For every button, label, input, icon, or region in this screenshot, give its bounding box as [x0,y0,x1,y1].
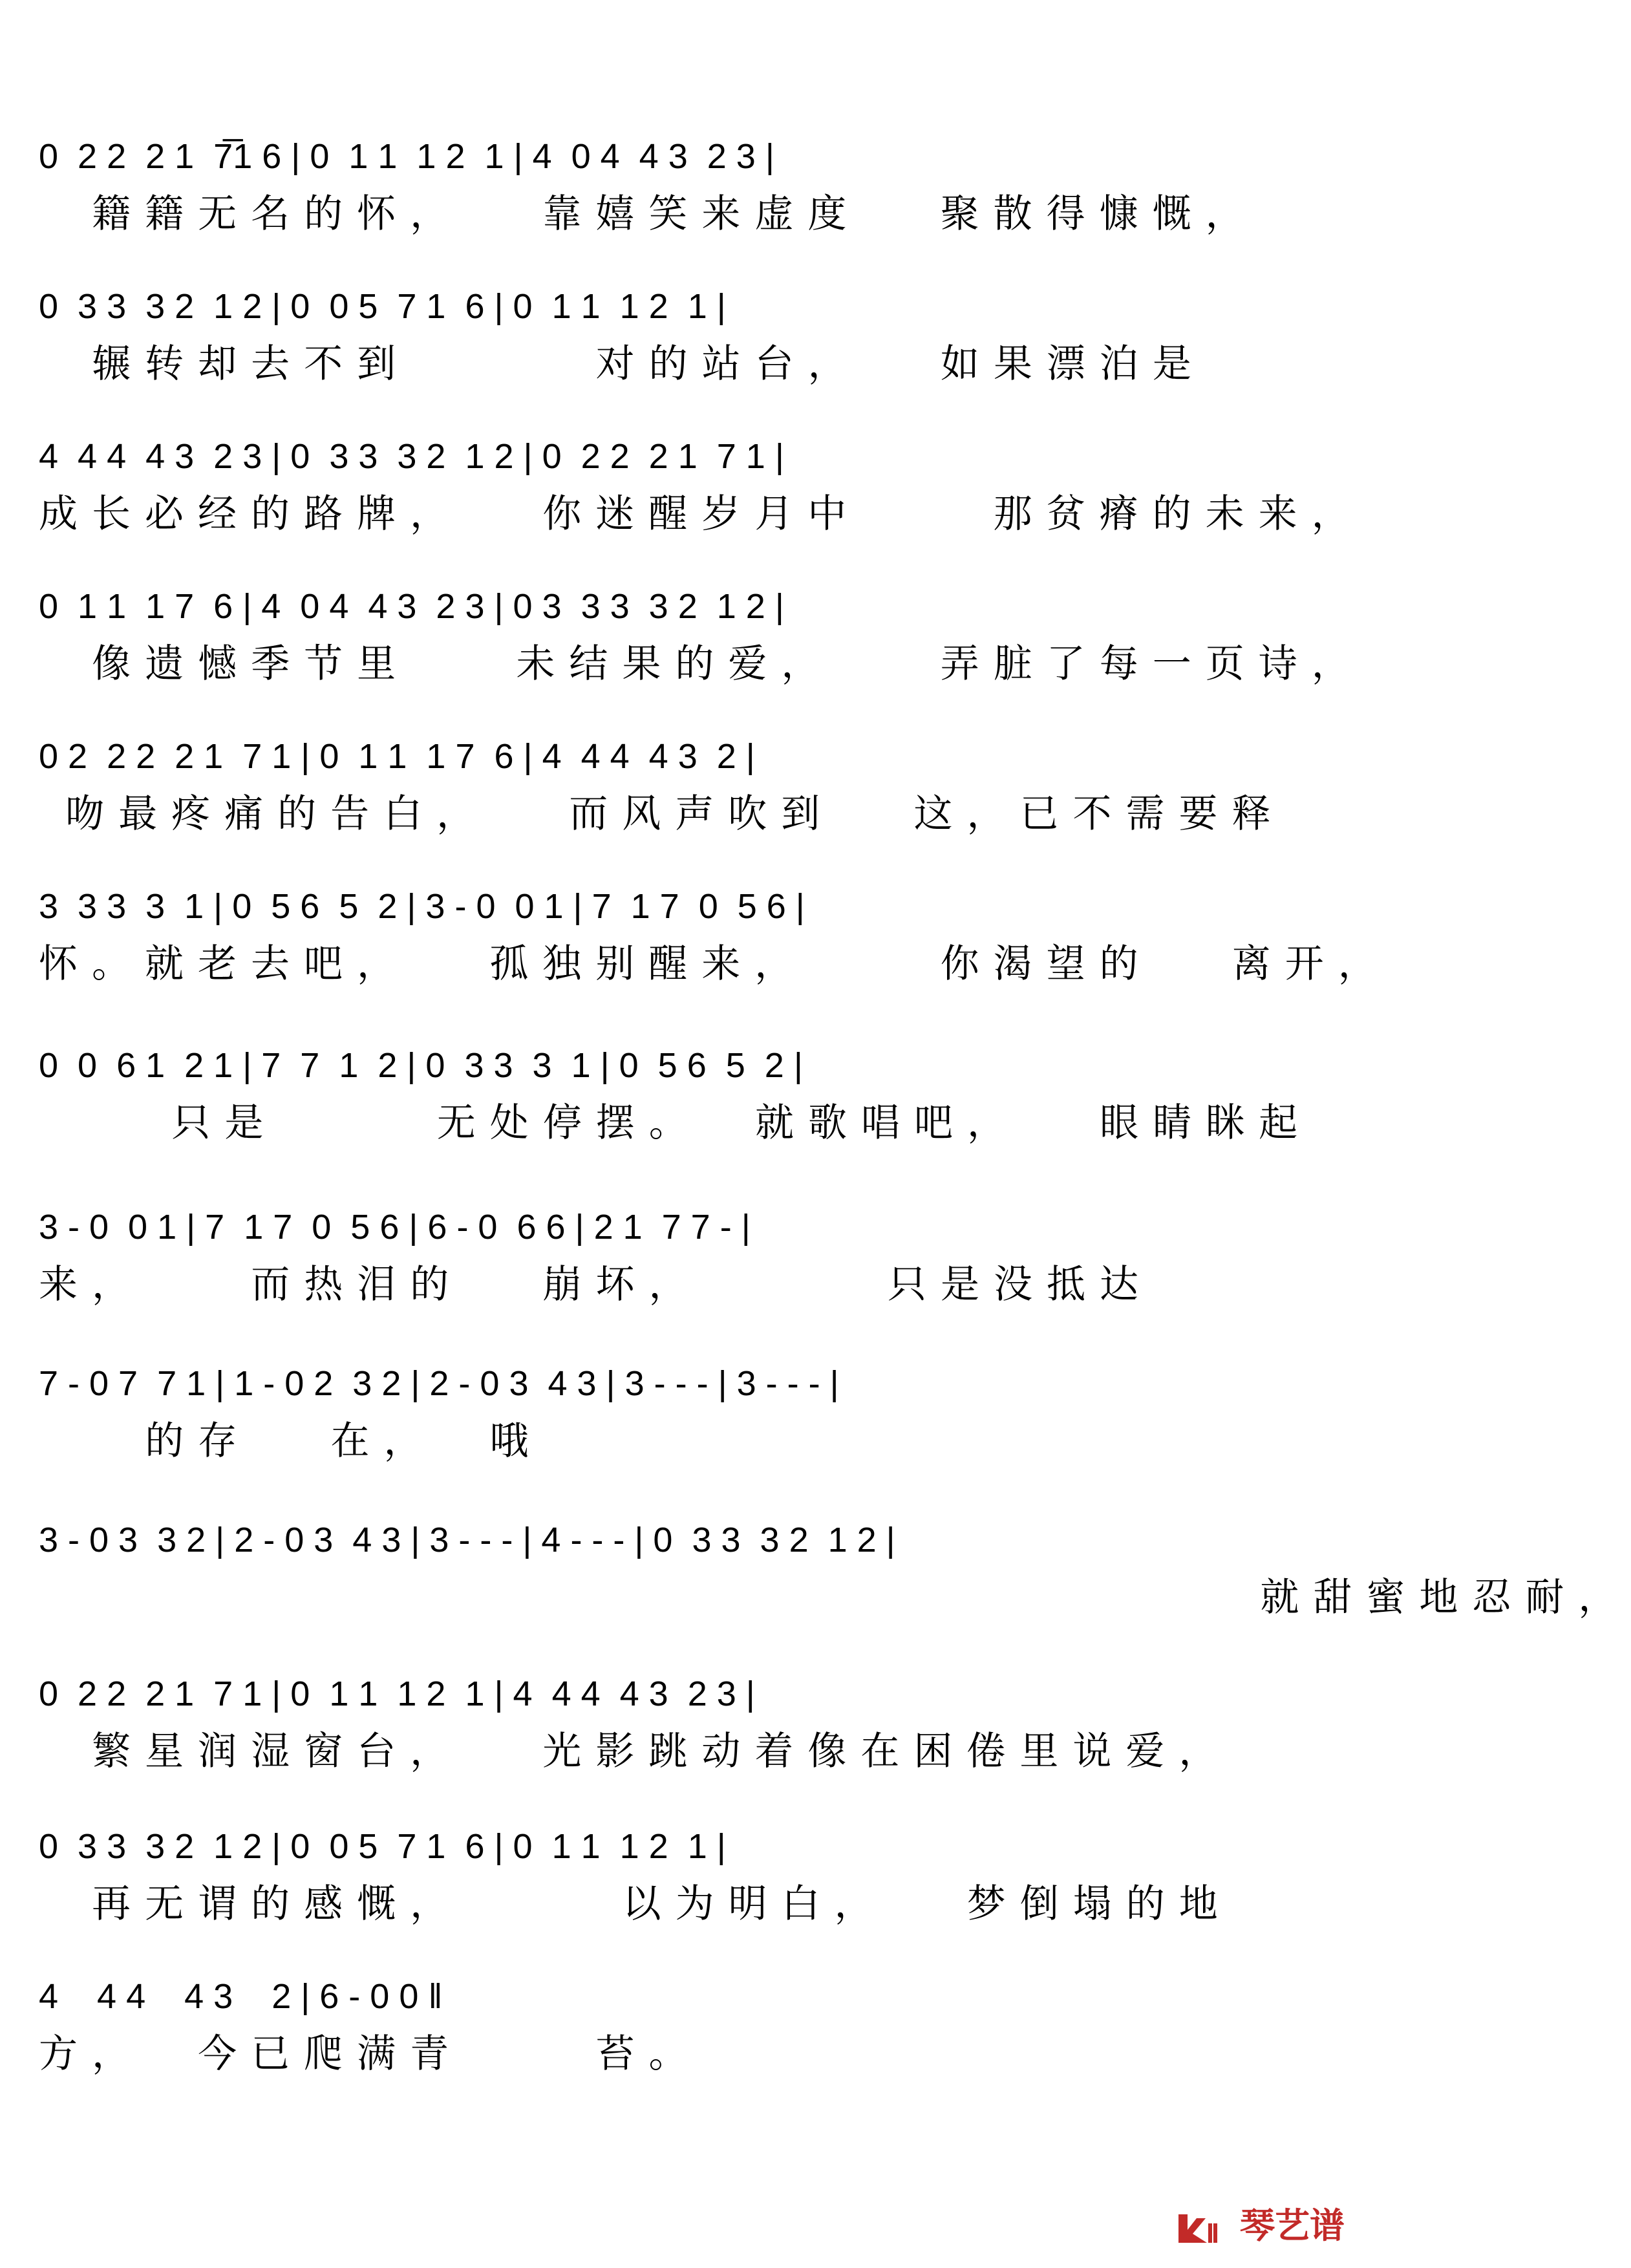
staff-row [0,1819,1370,1949]
notation-line [0,1667,1370,1718]
notation-line [0,1038,1370,1090]
staff-row [0,1200,1370,1329]
lyric-line: 方， 今已爬满青 苔。 [39,2031,702,2077]
staff-row [0,879,1391,1009]
notation-text: 0 0 6 1 2 1 | 7 7 1 2 | 0 3 3 3 1 | 0 5 6 5 2 | [39,1046,803,1085]
staff-row [0,1969,1370,2099]
staff-row [0,129,1370,259]
notation-text: 0 2 2 2 2 1 7 1 | 0 1 1 1 7 6 | 4 4 4 4 3 2 | [39,737,755,776]
lyric-line: 成长必经的路牌， 你迷醒岁月中 那贫瘠的未来， [39,491,1365,537]
lyric-line: 就甜蜜地忍耐， [39,1575,1631,1620]
notation-text: 0 2 2 2 1 7 1 | 0 1 1 1 2 1 | 4 4 4 4 3 2 3 | [39,1674,755,1713]
notation-line [0,1200,1370,1252]
lyric-line: 繁星润湿窗台， 光影跳动着像在困倦里说爱， [39,1729,1232,1774]
notation-line [0,279,1370,331]
staff-row [0,729,1370,859]
lyric-line: 的存 在， 哦 [39,1418,543,1464]
lyric-line: 再无谓的感慨， 以为明白， 梦倒塌的地 [39,1881,1232,1927]
notation-line [0,729,1370,781]
lyric-line: 籍籍无名的怀， 靠嬉笑来虚度 聚散得慷慨， [39,191,1259,237]
staff-row [0,1038,1370,1168]
staff-row [0,579,1370,709]
lyric-line: 来， 而热泪的 崩坏， 只是没抵达 [39,1262,1153,1307]
notation-text: 0 2 2 2 1 7̅1 6 | 0 1 1 1 2 1 | 4 0 4 4 3 2 3 | [39,137,774,176]
staff-row [0,1356,1370,1486]
notation-line [0,1819,1370,1871]
piano-logo-icon [1173,2204,1221,2252]
notation-text: 0 1 1 1 7 6 | 4 0 4 4 3 2 3 | 0 3 3 3 3 2 1 2 | [39,587,784,626]
staff-row [0,279,1370,409]
lyric-line: 像遗憾季节里 未结果的爱， 弄脏了每一页诗， [39,641,1365,687]
lyric-line: 只是 无处停摆。 就歌唱吧， 眼睛眯起 [39,1100,1312,1146]
watermark-brand: 琴艺谱 [1240,2205,1345,2246]
lyric-line: 吻最疼痛的告白， 而风声吹到 这，已不需要释 [39,791,1285,837]
staff-row [0,1667,1370,1796]
notation-line [0,1356,1370,1408]
staff-row [0,429,1370,559]
notation-text: 0 3 3 3 2 1 2 | 0 0 5 7 1 6 | 0 1 1 1 2 1 | [39,287,726,326]
notation-line [0,1513,1370,1565]
notation-text: 3 3 3 3 1 | 0 5 6 5 2 | 3 - 0 0 1 | 7 1 7 0 5 6 | [39,887,805,926]
watermark [1173,2197,1345,2255]
notation-line [0,1969,1370,2021]
notation-line [0,129,1370,181]
notation-line [0,429,1370,481]
notation-text: 7 - 0 7 7 1 | 1 - 0 2 3 2 | 2 - 0 3 4 3 | 3 - - - | 3 - - - | [39,1364,839,1403]
notation-text: 3 - 0 3 3 2 | 2 - 0 3 4 3 | 3 - - - | 4 - - - | 0 3 3 3 2 1 2 | [39,1521,895,1559]
notation-text: 0 3 3 3 2 1 2 | 0 0 5 7 1 6 | 0 1 1 1 2 1 | [39,1827,726,1866]
lyric-line: 怀。就老去吧， 孤独别醒来， 你渴望的 离开， [39,941,1391,987]
notation-text: 3 - 0 0 1 | 7 1 7 0 5 6 | 6 - 0 6 6 | 2 1 7 7 - | [39,1208,751,1246]
staff-row [0,1513,1631,1642]
notation-line [0,579,1370,631]
notation-text: 4 4 4 4 3 2 | 6 - 0 0 ‖ [39,1977,443,2016]
notation-text: 4 4 4 4 3 2 3 | 0 3 3 3 2 1 2 | 0 2 2 2 1 7 1 | [39,437,784,476]
notation-line [0,879,1370,931]
lyric-line: 辗转却去不到 对的站台， 如果漂泊是 [39,341,1206,387]
